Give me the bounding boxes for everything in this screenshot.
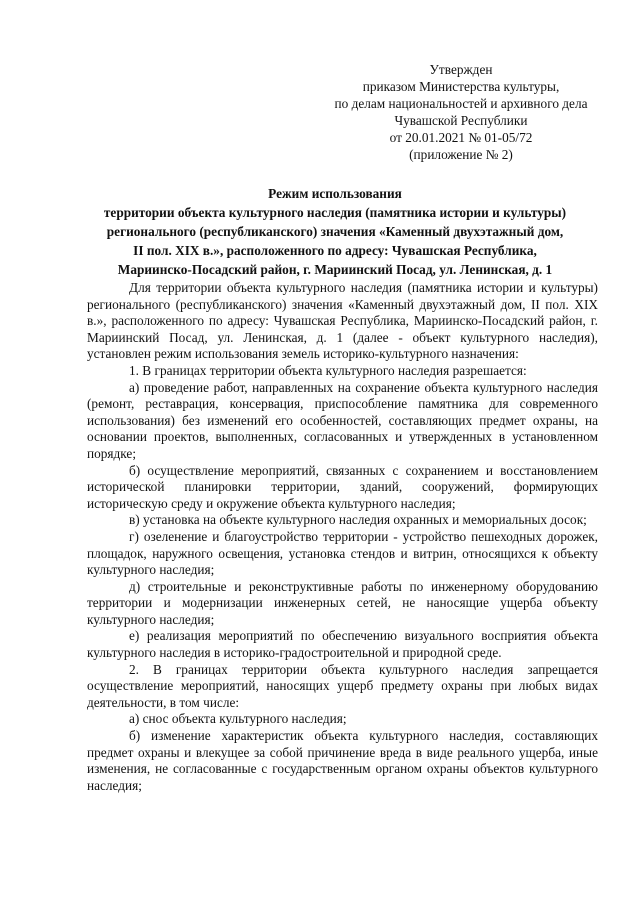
intro-paragraph: Для территории объекта культурного наследия (памятника истории и культуры) регионального (республиканского) значения «Каменный двухэтажный дом, II пол. XIX в.», расположенного по адресу: Чувашская Республика, Мариинско-Посадский район, г. Мариинский Посад, ул. Ленинская, д. 1 (далее - объект культурного наследия), установлен режим использования земель историко-культурного назначения: [87, 280, 598, 362]
title-line: II пол. XIX в.», расположенного по адресу: Чувашская Республика, [133, 243, 537, 258]
title-line: регионального (республиканского) значения «Каменный двухэтажный дом, [106, 224, 564, 239]
approval-line: (приложение № 2) [409, 147, 513, 162]
approval-line: Чувашской Республики [394, 113, 528, 128]
section-1-item-a: а) проведение работ, направленных на сохранение объекта культурного наследия (ремонт, реставрация, консервация, приспособление памятника для современного использования) без изменений его особенностей, составляющих предмет охраны, на основании проектов, выполненных, согласованных и утвержденных в установленном порядке; [87, 379, 598, 461]
title-line: территории объекта культурного наследия (памятника истории и культуры) [103, 205, 567, 220]
document-title [68, 184, 602, 279]
section-2-item-b: б) изменение характеристик объекта культурного наследия, составляющих предмет охраны и влекущее за собой причинение вреда в виде реального ущерба, иные изменения, не согласованные с государственным органом охраны объектов культурного наследия; [87, 728, 598, 793]
section-1-item-b: б) осуществление мероприятий, связанных с сохранением и восстановлением исторической планировки территории, зданий, сооружений, формирующих историческую среду и окружение объекта культурного наследия; [87, 462, 598, 511]
approval-stamp [322, 61, 600, 163]
section-1-item-e: е) реализация мероприятий по обеспечению визуального восприятия объекта культурного наследия в историко-градостроительной и природной среде. [87, 628, 598, 661]
title-line: Мариинско-Посадский район, г. Мариинский Посад, ул. Ленинская, д. 1 [117, 262, 553, 277]
section-2-item-a: а) снос объекта культурного наследия; [129, 711, 347, 727]
section-1-item-d: д) строительные и реконструктивные работы по инженерному оборудованию территории и модернизации инженерных сетей, не наносящие ущерба объекту культурного наследия; [87, 578, 598, 627]
section-1-item-g: г) озеленение и благоустройство территории - устройство пешеходных дорожек, площадок, наружного освещения, установка стендов и витрин, относящихся к объекту культурного наследия; [87, 528, 598, 578]
section-1-heading: 1. В границах территории объекта культурного наследия разрешается: [129, 362, 527, 378]
title-line: Режим использования [268, 186, 402, 201]
approval-line: приказом Министерства культуры, [362, 79, 560, 94]
approval-line: Утвержден [429, 62, 493, 77]
section-1-item-v: в) установка на объекте культурного наследия охранных и мемориальных досок; [129, 512, 587, 528]
section-2-heading: 2. В границах территории объекта культурного наследия запрещается осуществление мероприятий, наносящих ущерб предмету охраны при любых видах деятельности, в том числе: [87, 661, 598, 710]
document-body [87, 280, 598, 794]
approval-line: по делам национальностей и архивного дела [334, 96, 588, 111]
approval-line: от 20.01.2021 № 01-05/72 [389, 130, 533, 145]
